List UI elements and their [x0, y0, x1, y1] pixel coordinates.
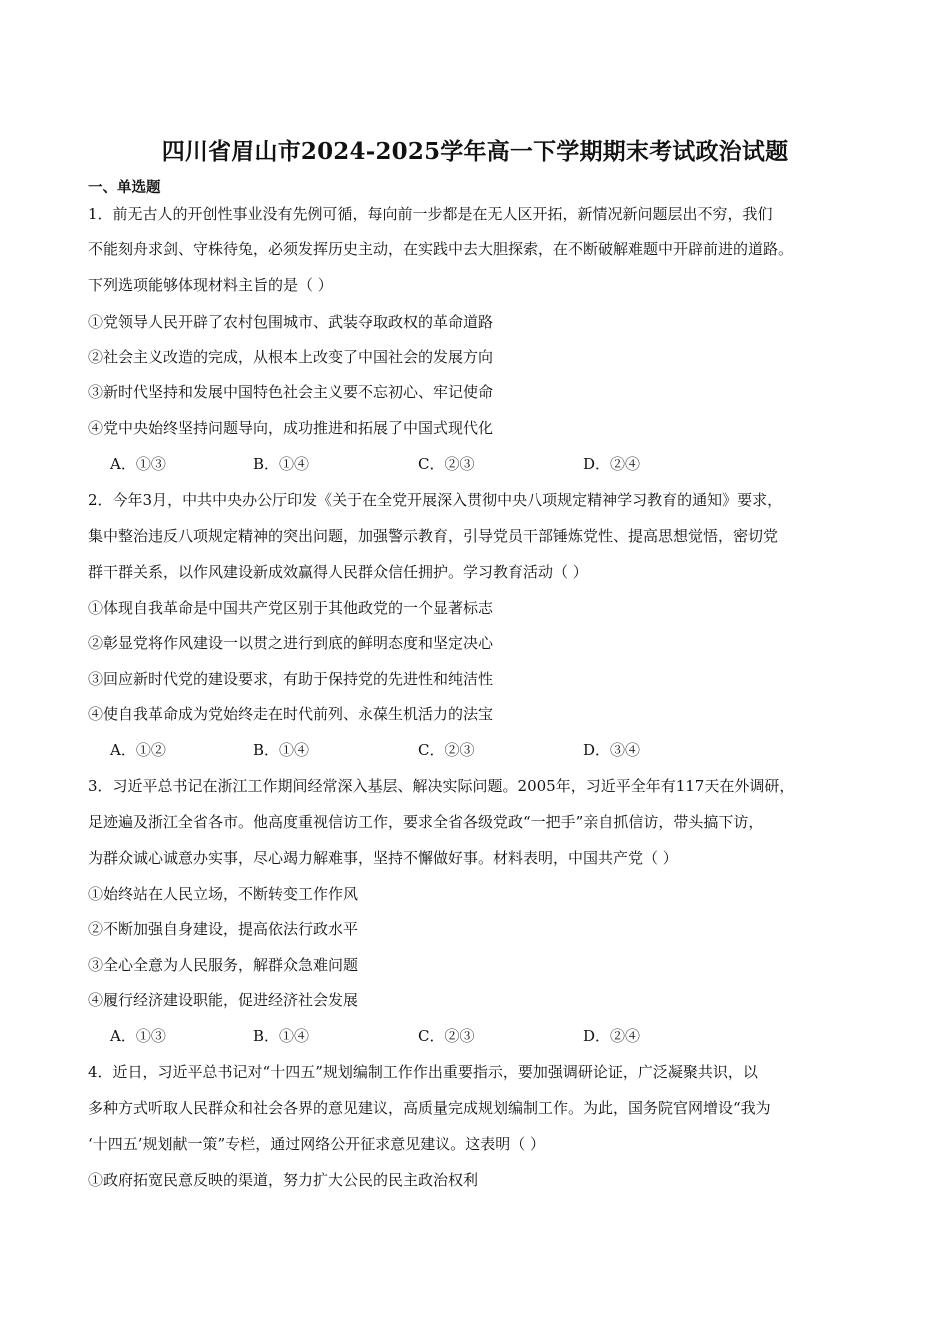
statement-1: ①政府拓宽民意反映的渠道，努力扩大公民的民主政治权利	[88, 1171, 479, 1189]
question-stem-line: 1．前无古人的开创性事业没有先例可循，每向前一步都是在无人区开拓，新情况新问题层出不穷，我们	[88, 205, 773, 223]
statement-2: ②不断加强自身建设，提高依法行政水平	[88, 920, 359, 938]
question-stem-line: 为群众诚心诚意办实事，尽心竭力解难事，坚持不懈做好事。材料表明，中国共产党（ ）	[88, 849, 678, 867]
option-a[interactable]: A．①③	[110, 455, 166, 473]
question-stem-line: 群干群关系，以作风建设新成效赢得人民群众信任拥护。学习教育活动（ ）	[88, 563, 588, 581]
option-c[interactable]: C．②③	[418, 1027, 475, 1045]
option-b[interactable]: B．①④	[253, 455, 310, 473]
statement-2: ②彰显党将作风建设一以贯之进行到底的鲜明态度和坚定决心	[88, 634, 494, 652]
question-stem-line: 不能刻舟求剑、守株待兔，必须发挥历史主动，在实践中去大胆探索，在不断破解难题中开辟前进的道路。	[88, 240, 794, 258]
option-a[interactable]: A．①③	[110, 1027, 166, 1045]
statement-2: ②社会主义改造的完成，从根本上改变了中国社会的发展方向	[88, 348, 494, 366]
question-stem-line: 3．习近平总书记在浙江工作期间经常深入基层、解决实际问题。2005年，习近平全年有117天在外调研，	[88, 777, 795, 795]
statement-4: ④使自我革命成为党始终走在时代前列、永葆生机活力的法宝	[88, 705, 494, 723]
statement-3: ③新时代坚持和发展中国特色社会主义要不忘初心、牢记使命	[88, 383, 494, 401]
statement-1: ①体现自我革命是中国共产党区别于其他政党的一个显著标志	[88, 599, 494, 617]
statement-1: ①党领导人民开辟了农村包围城市、武装夺取政权的革命道路	[88, 313, 494, 331]
question-stem-line: ‘十四五’规划献一策”专栏，通过网络公开征求意见建议。这表明（ ）	[88, 1135, 545, 1153]
question-stem-line: 下列选项能够体现材料主旨的是（ ）	[88, 276, 333, 294]
statement-3: ③全心全意为人民服务，解群众急难问题	[88, 956, 359, 974]
option-d[interactable]: D．②④	[583, 455, 641, 473]
option-c[interactable]: C．②③	[418, 741, 475, 759]
section-heading: 一、单选题	[88, 179, 161, 196]
option-a[interactable]: A．①②	[110, 741, 166, 759]
question-stem-line: 2．今年3月，中共中央办公厅印发《关于在全党开展深入贯彻中央八项规定精神学习教育的通知》要求，	[88, 491, 783, 509]
question-stem-line: 足迹遍及浙江全省各市。他高度重视信访工作，要求全省各级党政“一把手”亲自抓信访，带头搞下访，	[88, 813, 764, 831]
option-b[interactable]: B．①④	[253, 1027, 310, 1045]
question-stem-line: 4．近日，习近平总书记对“十四五”规划编制工作作出重要指示，要加强调研论证，广泛凝聚共识，以	[88, 1063, 758, 1081]
question-stem-line: 多种方式听取人民群众和社会各界的意见建议，高质量完成规划编制工作。为此，国务院官网增设“我为	[88, 1099, 771, 1117]
page-title: 四川省眉山市2024-2025学年高一下学期期末考试政治试题	[161, 138, 789, 165]
statement-3: ③回应新时代党的建设要求，有助于保持党的先进性和纯洁性	[88, 670, 494, 688]
statement-1: ①始终站在人民立场，不断转变工作作风	[88, 885, 359, 903]
option-d[interactable]: D．③④	[583, 741, 641, 759]
statement-4: ④履行经济建设职能，促进经济社会发展	[88, 991, 359, 1009]
statement-4: ④党中央始终坚持问题导向，成功推进和拓展了中国式现代化	[88, 419, 494, 437]
option-b[interactable]: B．①④	[253, 741, 310, 759]
question-stem-line: 集中整治违反八项规定精神的突出问题，加强警示教育，引导党员干部锤炼党性、提高思想觉悟，密切党	[88, 527, 779, 545]
option-c[interactable]: C．②③	[418, 455, 475, 473]
option-d[interactable]: D．②④	[583, 1027, 641, 1045]
